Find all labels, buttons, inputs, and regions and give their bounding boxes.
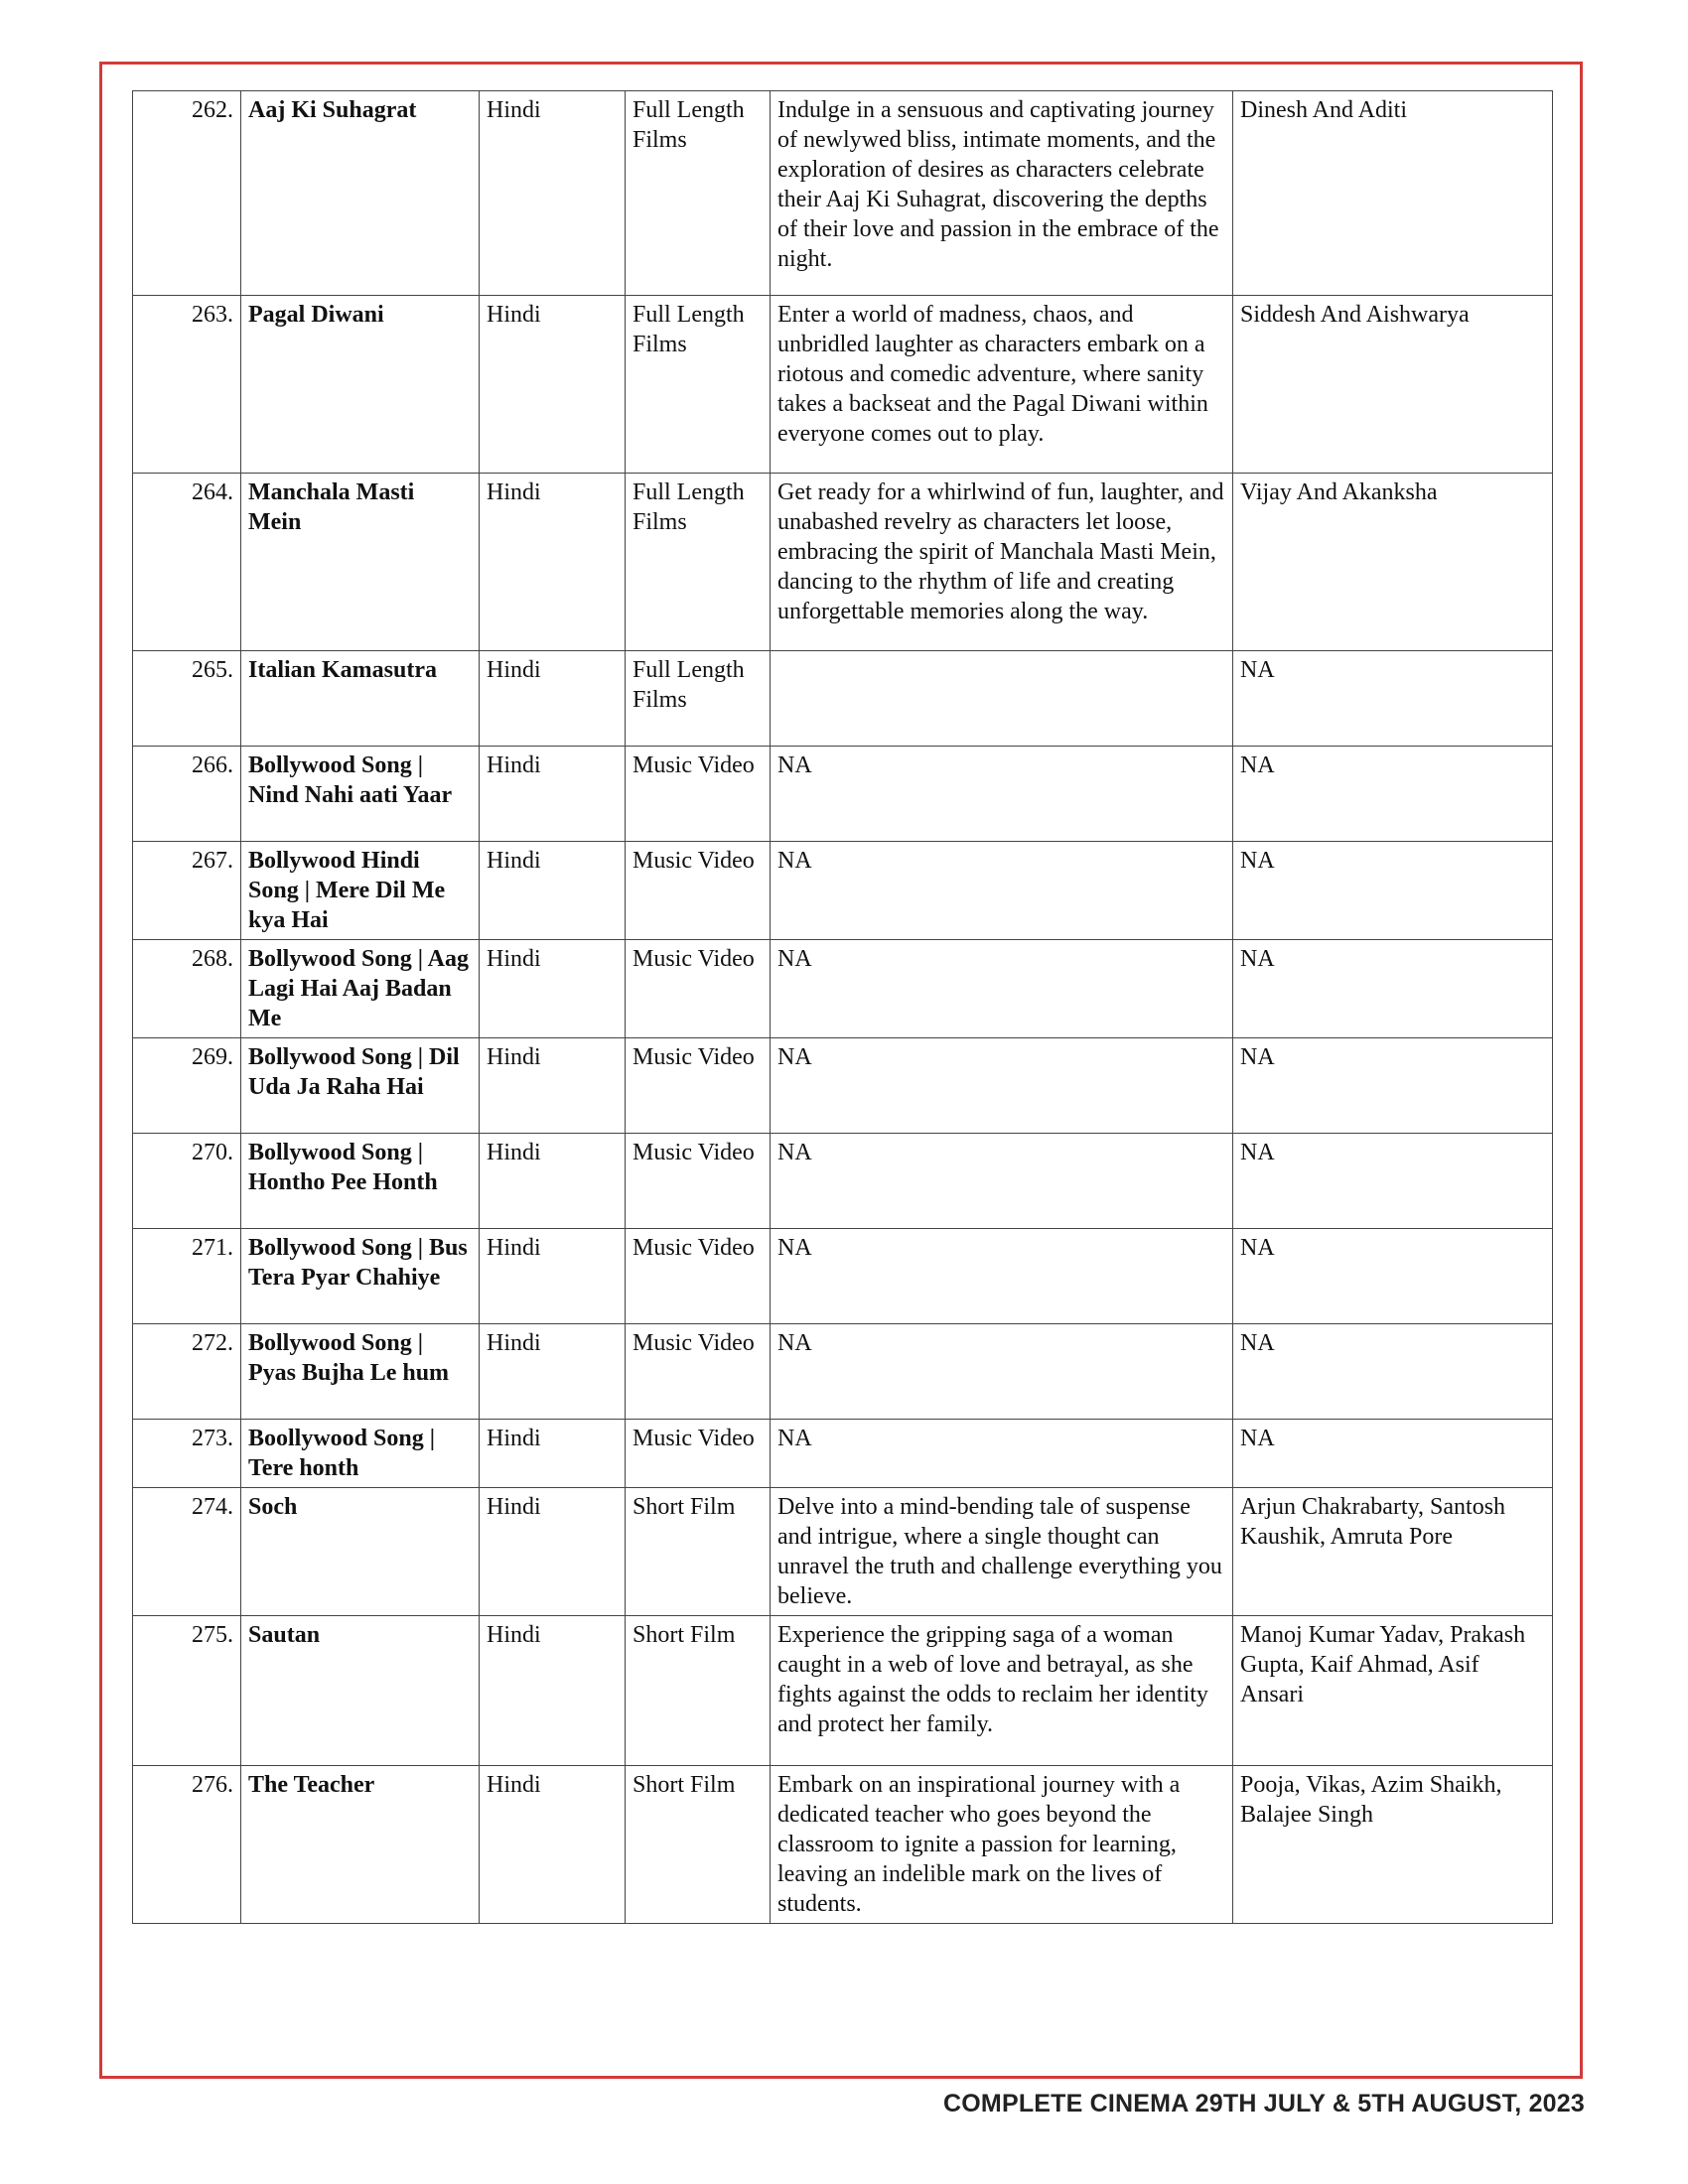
row-category: Music Video [626, 1420, 771, 1488]
row-language: Hindi [480, 474, 626, 651]
row-language: Hindi [480, 1038, 626, 1134]
row-category: Full Length Films [626, 651, 771, 747]
row-category: Music Video [626, 1134, 771, 1229]
row-description: NA [771, 1420, 1233, 1488]
row-cast: Pooja, Vikas, Azim Shaikh, Balajee Singh [1233, 1766, 1553, 1924]
row-description: NA [771, 747, 1233, 842]
row-cast: Dinesh And Aditi [1233, 91, 1553, 296]
table-row [133, 1766, 1553, 1924]
row-title: Sautan [241, 1616, 480, 1766]
row-language: Hindi [480, 1420, 626, 1488]
row-cast: Siddesh And Aishwarya [1233, 296, 1553, 474]
row-number: 269. [133, 1038, 241, 1134]
row-title: Bollywood Hindi Song | Mere Dil Me kya Hai [241, 842, 480, 940]
row-category: Short Film [626, 1488, 771, 1616]
row-cast: Vijay And Akanksha [1233, 474, 1553, 651]
row-language: Hindi [480, 1616, 626, 1766]
table-row [133, 1229, 1553, 1324]
row-description: Enter a world of madness, chaos, and unbridled laughter as characters embark on a riotous and comedic adventure, where sanity takes a backseat and the Pagal Diwani within everyone comes out to play. [771, 296, 1233, 474]
row-category: Music Video [626, 1324, 771, 1420]
table-row [133, 1038, 1553, 1134]
row-number: 273. [133, 1420, 241, 1488]
row-cast: NA [1233, 1038, 1553, 1134]
row-title: Boollywood Song | Tere honth [241, 1420, 480, 1488]
row-number: 270. [133, 1134, 241, 1229]
row-category: Music Video [626, 747, 771, 842]
table-row [133, 474, 1553, 651]
row-cast: NA [1233, 747, 1553, 842]
table-row [133, 1420, 1553, 1488]
row-number: 276. [133, 1766, 241, 1924]
row-title: Bollywood Song | Dil Uda Ja Raha Hai [241, 1038, 480, 1134]
row-category: Full Length Films [626, 296, 771, 474]
row-number: 267. [133, 842, 241, 940]
row-category: Full Length Films [626, 91, 771, 296]
row-category: Music Video [626, 1229, 771, 1324]
row-cast: Manoj Kumar Yadav, Prakash Gupta, Kaif Ahmad, Asif Ansari [1233, 1616, 1553, 1766]
row-number: 264. [133, 474, 241, 651]
row-number: 262. [133, 91, 241, 296]
row-number: 274. [133, 1488, 241, 1616]
table-row [133, 1488, 1553, 1616]
row-language: Hindi [480, 1324, 626, 1420]
row-title: Pagal Diwani [241, 296, 480, 474]
table-row [133, 1616, 1553, 1766]
table-row [133, 1134, 1553, 1229]
row-cast: NA [1233, 1134, 1553, 1229]
row-description: NA [771, 1134, 1233, 1229]
table-row [133, 842, 1553, 940]
row-cast: NA [1233, 651, 1553, 747]
row-category: Full Length Films [626, 474, 771, 651]
row-title: Italian Kamasutra [241, 651, 480, 747]
row-category: Music Video [626, 842, 771, 940]
row-cast: NA [1233, 1229, 1553, 1324]
row-description: Get ready for a whirlwind of fun, laughter, and unabashed revelry as characters let loose, embracing the spirit of Manchala Masti Mein, dancing to the rhythm of life and creating unforgettable memories along the way. [771, 474, 1233, 651]
row-cast: NA [1233, 842, 1553, 940]
row-description: NA [771, 1229, 1233, 1324]
row-title: Bollywood Song | Bus Tera Pyar Chahiye [241, 1229, 480, 1324]
row-language: Hindi [480, 651, 626, 747]
row-description: Delve into a mind-bending tale of suspense and intrigue, where a single thought can unravel the truth and challenge everything you believe. [771, 1488, 1233, 1616]
row-cast: NA [1233, 1420, 1553, 1488]
row-title: Bollywood Song | Hontho Pee Honth [241, 1134, 480, 1229]
row-cast: Arjun Chakrabarty, Santosh Kaushik, Amruta Pore [1233, 1488, 1553, 1616]
row-cast: NA [1233, 940, 1553, 1038]
row-description [771, 651, 1233, 747]
row-title: Bollywood Song | Nind Nahi aati Yaar [241, 747, 480, 842]
row-language: Hindi [480, 1229, 626, 1324]
row-language: Hindi [480, 91, 626, 296]
row-language: Hindi [480, 1134, 626, 1229]
row-number: 272. [133, 1324, 241, 1420]
row-number: 268. [133, 940, 241, 1038]
row-number: 263. [133, 296, 241, 474]
row-cast: NA [1233, 1324, 1553, 1420]
row-language: Hindi [480, 1488, 626, 1616]
row-description: Experience the gripping saga of a woman caught in a web of love and betrayal, as she fights against the odds to reclaim her identity and protect her family. [771, 1616, 1233, 1766]
row-language: Hindi [480, 940, 626, 1038]
row-title: The Teacher [241, 1766, 480, 1924]
row-category: Short Film [626, 1766, 771, 1924]
row-number: 265. [133, 651, 241, 747]
row-language: Hindi [480, 1766, 626, 1924]
table-row [133, 940, 1553, 1038]
table-body [133, 91, 1553, 1924]
row-description: Embark on an inspirational journey with a dedicated teacher who goes beyond the classroom to ignite a passion for learning, leaving an indelible mark on the lives of students. [771, 1766, 1233, 1924]
row-number: 271. [133, 1229, 241, 1324]
row-description: NA [771, 940, 1233, 1038]
table-row [133, 296, 1553, 474]
row-description: Indulge in a sensuous and captivating journey of newlywed bliss, intimate moments, and the exploration of desires as characters celebrate their Aaj Ki Suhagrat, discovering the depths of their love and passion in the embrace of the night. [771, 91, 1233, 296]
table-row [133, 1324, 1553, 1420]
row-category: Short Film [626, 1616, 771, 1766]
row-title: Soch [241, 1488, 480, 1616]
row-number: 266. [133, 747, 241, 842]
table-row [133, 91, 1553, 296]
row-title: Manchala Masti Mein [241, 474, 480, 651]
row-language: Hindi [480, 747, 626, 842]
row-language: Hindi [480, 842, 626, 940]
row-category: Music Video [626, 1038, 771, 1134]
row-language: Hindi [480, 296, 626, 474]
row-description: NA [771, 1324, 1233, 1420]
page-footer: COMPLETE CINEMA 29TH JULY & 5TH AUGUST, 2023 [943, 2090, 1585, 2117]
film-listing-table [132, 90, 1553, 1924]
table-row [133, 651, 1553, 747]
row-title: Aaj Ki Suhagrat [241, 91, 480, 296]
row-number: 275. [133, 1616, 241, 1766]
row-title: Bollywood Song | Aag Lagi Hai Aaj Badan Me [241, 940, 480, 1038]
row-category: Music Video [626, 940, 771, 1038]
row-description: NA [771, 1038, 1233, 1134]
table-row [133, 747, 1553, 842]
row-description: NA [771, 842, 1233, 940]
row-title: Bollywood Song | Pyas Bujha Le hum [241, 1324, 480, 1420]
